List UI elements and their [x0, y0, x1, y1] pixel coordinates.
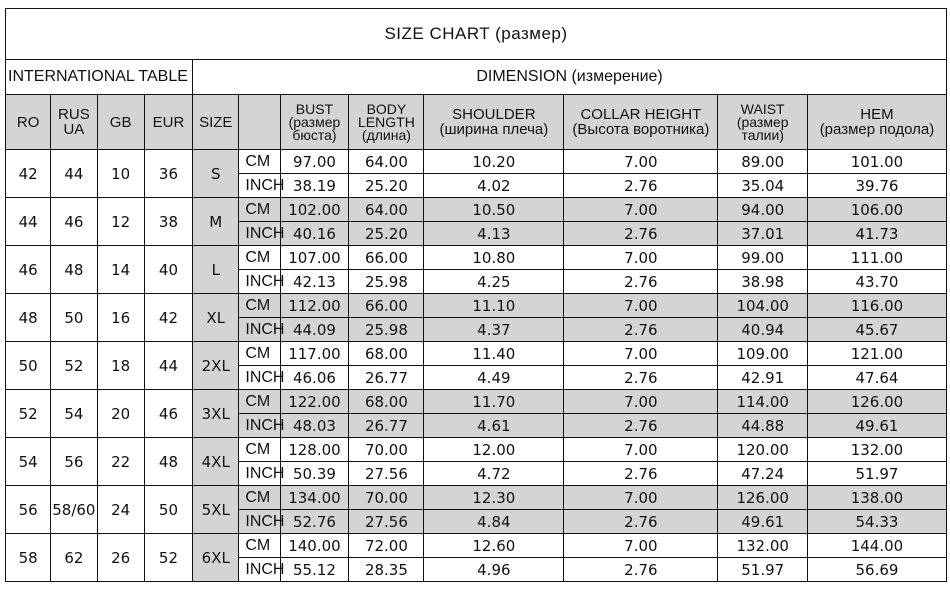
gb-cell: 10 — [97, 150, 144, 198]
hem-cm-cell: 101.00 — [807, 150, 946, 174]
collar-inch-cell: 2.76 — [564, 366, 718, 390]
header-hem-line2: (размер подола) — [819, 121, 935, 138]
body-inch-cell: 28.35 — [349, 558, 424, 582]
waist-cm-cell: 89.00 — [718, 150, 807, 174]
size-cell: S — [193, 150, 239, 198]
header-body-line1: BODY — [366, 100, 407, 117]
bust-cm-cell: 97.00 — [280, 150, 349, 174]
shoulder-cm-cell: 11.70 — [424, 390, 564, 414]
waist-inch-cell: 37.01 — [718, 222, 807, 246]
shoulder-inch-cell: 4.96 — [424, 558, 564, 582]
hem-inch-cell: 39.76 — [807, 174, 946, 198]
collar-inch-cell: 2.76 — [564, 414, 718, 438]
header-collar-line2: (Высота воротника) — [572, 121, 710, 138]
size-chart-container — [5, 8, 947, 582]
collar-inch-cell: 2.76 — [564, 270, 718, 294]
collar-cm-cell: 7.00 — [564, 294, 718, 318]
gb-cell: 26 — [97, 534, 144, 582]
header-waist — [718, 95, 807, 150]
table-row — [6, 342, 947, 366]
shoulder-cm-cell: 12.00 — [424, 438, 564, 462]
table-row — [6, 534, 947, 558]
international-table-label: INTERNATIONAL TABLE — [6, 60, 193, 95]
collar-cm-cell: 7.00 — [564, 246, 718, 270]
ro-cell: 52 — [6, 390, 51, 438]
eur-cell: 46 — [144, 390, 192, 438]
bust-cm-cell: 134.00 — [280, 486, 349, 510]
header-shoulder — [424, 95, 564, 150]
eur-cell: 52 — [144, 534, 192, 582]
unit-inch-cell: INCH — [239, 222, 280, 246]
chart-title: SIZE CHART (размер) — [6, 9, 947, 60]
size-chart-table — [5, 8, 947, 582]
header-hem-line1: HEM — [860, 106, 894, 123]
bust-cm-cell: 107.00 — [280, 246, 349, 270]
eur-cell: 42 — [144, 294, 192, 342]
body-cm-cell: 64.00 — [349, 198, 424, 222]
ro-cell: 44 — [6, 198, 51, 246]
collar-cm-cell: 7.00 — [564, 438, 718, 462]
header-bust-line1: BUST — [295, 100, 334, 117]
ro-cell: 42 — [6, 150, 51, 198]
hem-inch-cell: 54.33 — [807, 510, 946, 534]
gb-cell: 14 — [97, 246, 144, 294]
ro-cell: 58 — [6, 534, 51, 582]
ro-cell: 50 — [6, 342, 51, 390]
waist-inch-cell: 49.61 — [718, 510, 807, 534]
table-row — [6, 438, 947, 462]
size-cell: 2XL — [193, 342, 239, 390]
shoulder-cm-cell: 11.40 — [424, 342, 564, 366]
gb-cell: 24 — [97, 486, 144, 534]
shoulder-cm-cell: 11.10 — [424, 294, 564, 318]
gb-cell: 18 — [97, 342, 144, 390]
eur-cell: 40 — [144, 246, 192, 294]
bust-inch-cell: 38.19 — [280, 174, 349, 198]
header-gb: GB — [97, 95, 144, 150]
size-cell: L — [193, 246, 239, 294]
collar-cm-cell: 7.00 — [564, 534, 718, 558]
body-inch-cell: 25.98 — [349, 270, 424, 294]
body-cm-cell: 72.00 — [349, 534, 424, 558]
body-inch-cell: 25.98 — [349, 318, 424, 342]
table-row — [6, 294, 947, 318]
bust-inch-cell: 50.39 — [280, 462, 349, 486]
body-cm-cell: 66.00 — [349, 246, 424, 270]
hem-inch-cell: 49.61 — [807, 414, 946, 438]
unit-inch-cell: INCH — [239, 174, 280, 198]
ro-cell: 56 — [6, 486, 51, 534]
bust-cm-cell: 140.00 — [280, 534, 349, 558]
hem-inch-cell: 47.64 — [807, 366, 946, 390]
collar-cm-cell: 7.00 — [564, 486, 718, 510]
waist-inch-cell: 38.98 — [718, 270, 807, 294]
body-inch-cell: 26.77 — [349, 366, 424, 390]
rus-ua-cell: 50 — [51, 294, 97, 342]
unit-cm-cell: CM — [239, 198, 280, 222]
size-cell: 3XL — [193, 390, 239, 438]
header-rus-line2: UA — [63, 121, 85, 138]
hem-cm-cell: 121.00 — [807, 342, 946, 366]
hem-inch-cell: 41.73 — [807, 222, 946, 246]
shoulder-inch-cell: 4.72 — [424, 462, 564, 486]
hem-cm-cell: 132.00 — [807, 438, 946, 462]
bust-cm-cell: 112.00 — [280, 294, 349, 318]
unit-cm-cell: CM — [239, 150, 280, 174]
size-cell: 6XL — [193, 534, 239, 582]
hem-cm-cell: 111.00 — [807, 246, 946, 270]
gb-cell: 22 — [97, 438, 144, 486]
header-collar-height — [564, 95, 718, 150]
eur-cell: 36 — [144, 150, 192, 198]
unit-cm-cell: CM — [239, 294, 280, 318]
unit-cm-cell: CM — [239, 246, 280, 270]
header-waist-line1: WAIST — [740, 100, 785, 117]
eur-cell: 38 — [144, 198, 192, 246]
gb-cell: 16 — [97, 294, 144, 342]
gb-cell: 12 — [97, 198, 144, 246]
dimension-label: DIMENSION (измерение) — [193, 60, 947, 95]
body-cm-cell: 66.00 — [349, 294, 424, 318]
body-inch-cell: 25.20 — [349, 174, 424, 198]
header-body-line2: LENGTH — [358, 113, 415, 130]
unit-inch-cell: INCH — [239, 270, 280, 294]
unit-inch-cell: INCH — [239, 366, 280, 390]
table-row — [6, 150, 947, 174]
unit-inch-cell: INCH — [239, 414, 280, 438]
hem-cm-cell: 126.00 — [807, 390, 946, 414]
collar-inch-cell: 2.76 — [564, 174, 718, 198]
ro-cell: 54 — [6, 438, 51, 486]
eur-cell: 44 — [144, 342, 192, 390]
size-cell: M — [193, 198, 239, 246]
bust-inch-cell: 40.16 — [280, 222, 349, 246]
body-cm-cell: 68.00 — [349, 342, 424, 366]
gb-cell: 20 — [97, 390, 144, 438]
waist-inch-cell: 44.88 — [718, 414, 807, 438]
body-cm-cell: 70.00 — [349, 486, 424, 510]
unit-cm-cell: CM — [239, 342, 280, 366]
table-row — [6, 198, 947, 222]
size-cell: XL — [193, 294, 239, 342]
body-inch-cell: 25.20 — [349, 222, 424, 246]
header-eur: EUR — [144, 95, 192, 150]
waist-cm-cell: 114.00 — [718, 390, 807, 414]
waist-inch-cell: 40.94 — [718, 318, 807, 342]
bust-cm-cell: 122.00 — [280, 390, 349, 414]
body-inch-cell: 27.56 — [349, 510, 424, 534]
header-shoulder-line2: (ширина плеча) — [439, 121, 549, 138]
bust-inch-cell: 44.09 — [280, 318, 349, 342]
hem-inch-cell: 56.69 — [807, 558, 946, 582]
table-row — [6, 486, 947, 510]
unit-cm-cell: CM — [239, 438, 280, 462]
eur-cell: 50 — [144, 486, 192, 534]
hem-cm-cell: 116.00 — [807, 294, 946, 318]
header-waist-line3: талии) — [741, 126, 784, 143]
waist-inch-cell: 35.04 — [718, 174, 807, 198]
table-row — [6, 390, 947, 414]
rus-ua-cell: 58/60 — [51, 486, 97, 534]
bust-inch-cell: 42.13 — [280, 270, 349, 294]
waist-cm-cell: 126.00 — [718, 486, 807, 510]
bust-inch-cell: 55.12 — [280, 558, 349, 582]
shoulder-inch-cell: 4.13 — [424, 222, 564, 246]
shoulder-cm-cell: 10.80 — [424, 246, 564, 270]
collar-inch-cell: 2.76 — [564, 510, 718, 534]
unit-cm-cell: CM — [239, 486, 280, 510]
header-shoulder-line1: SHOULDER — [452, 106, 536, 123]
waist-cm-cell: 109.00 — [718, 342, 807, 366]
ro-cell: 48 — [6, 294, 51, 342]
hem-inch-cell: 43.70 — [807, 270, 946, 294]
hem-inch-cell: 51.97 — [807, 462, 946, 486]
header-hem — [807, 95, 946, 150]
waist-cm-cell: 132.00 — [718, 534, 807, 558]
bust-inch-cell: 46.06 — [280, 366, 349, 390]
header-collar-line1: COLLAR HEIGHT — [580, 106, 702, 123]
hem-cm-cell: 106.00 — [807, 198, 946, 222]
bust-inch-cell: 48.03 — [280, 414, 349, 438]
header-rus-line1: RUS — [58, 106, 90, 123]
shoulder-inch-cell: 4.49 — [424, 366, 564, 390]
shoulder-cm-cell: 10.50 — [424, 198, 564, 222]
body-cm-cell: 70.00 — [349, 438, 424, 462]
header-size: SIZE — [193, 95, 239, 150]
waist-cm-cell: 104.00 — [718, 294, 807, 318]
rus-ua-cell: 48 — [51, 246, 97, 294]
ro-cell: 46 — [6, 246, 51, 294]
shoulder-inch-cell: 4.37 — [424, 318, 564, 342]
collar-inch-cell: 2.76 — [564, 462, 718, 486]
rus-ua-cell: 54 — [51, 390, 97, 438]
unit-inch-cell: INCH — [239, 510, 280, 534]
shoulder-cm-cell: 10.20 — [424, 150, 564, 174]
shoulder-inch-cell: 4.61 — [424, 414, 564, 438]
unit-inch-cell: INCH — [239, 462, 280, 486]
waist-inch-cell: 42.91 — [718, 366, 807, 390]
rus-ua-cell: 52 — [51, 342, 97, 390]
body-cm-cell: 68.00 — [349, 390, 424, 414]
bust-inch-cell: 52.76 — [280, 510, 349, 534]
table-row — [6, 246, 947, 270]
header-unit — [239, 95, 280, 150]
collar-cm-cell: 7.00 — [564, 342, 718, 366]
body-cm-cell: 64.00 — [349, 150, 424, 174]
hem-inch-cell: 45.67 — [807, 318, 946, 342]
hem-cm-cell: 144.00 — [807, 534, 946, 558]
shoulder-inch-cell: 4.25 — [424, 270, 564, 294]
bust-cm-cell: 117.00 — [280, 342, 349, 366]
eur-cell: 48 — [144, 438, 192, 486]
waist-inch-cell: 47.24 — [718, 462, 807, 486]
shoulder-inch-cell: 4.84 — [424, 510, 564, 534]
body-inch-cell: 27.56 — [349, 462, 424, 486]
header-body-length — [349, 95, 424, 150]
collar-inch-cell: 2.76 — [564, 558, 718, 582]
header-bust-line3: бюста) — [292, 126, 337, 143]
shoulder-cm-cell: 12.30 — [424, 486, 564, 510]
waist-cm-cell: 120.00 — [718, 438, 807, 462]
unit-inch-cell: INCH — [239, 318, 280, 342]
collar-cm-cell: 7.00 — [564, 198, 718, 222]
shoulder-inch-cell: 4.02 — [424, 174, 564, 198]
size-cell: 4XL — [193, 438, 239, 486]
header-ro: RO — [6, 95, 51, 150]
header-waist-line2: (размер — [736, 113, 789, 130]
bust-cm-cell: 128.00 — [280, 438, 349, 462]
waist-cm-cell: 94.00 — [718, 198, 807, 222]
body-inch-cell: 26.77 — [349, 414, 424, 438]
waist-cm-cell: 99.00 — [718, 246, 807, 270]
unit-inch-cell: INCH — [239, 558, 280, 582]
size-cell: 5XL — [193, 486, 239, 534]
header-bust — [280, 95, 349, 150]
unit-cm-cell: CM — [239, 390, 280, 414]
header-rus-ua — [51, 95, 97, 150]
collar-inch-cell: 2.76 — [564, 222, 718, 246]
collar-cm-cell: 7.00 — [564, 150, 718, 174]
rus-ua-cell: 44 — [51, 150, 97, 198]
hem-cm-cell: 138.00 — [807, 486, 946, 510]
collar-cm-cell: 7.00 — [564, 390, 718, 414]
unit-cm-cell: CM — [239, 534, 280, 558]
rus-ua-cell: 46 — [51, 198, 97, 246]
rus-ua-cell: 56 — [51, 438, 97, 486]
collar-inch-cell: 2.76 — [564, 318, 718, 342]
bust-cm-cell: 102.00 — [280, 198, 349, 222]
waist-inch-cell: 51.97 — [718, 558, 807, 582]
rus-ua-cell: 62 — [51, 534, 97, 582]
header-bust-line2: (размер — [288, 113, 341, 130]
shoulder-cm-cell: 12.60 — [424, 534, 564, 558]
header-body-line3: (длина) — [361, 126, 411, 143]
